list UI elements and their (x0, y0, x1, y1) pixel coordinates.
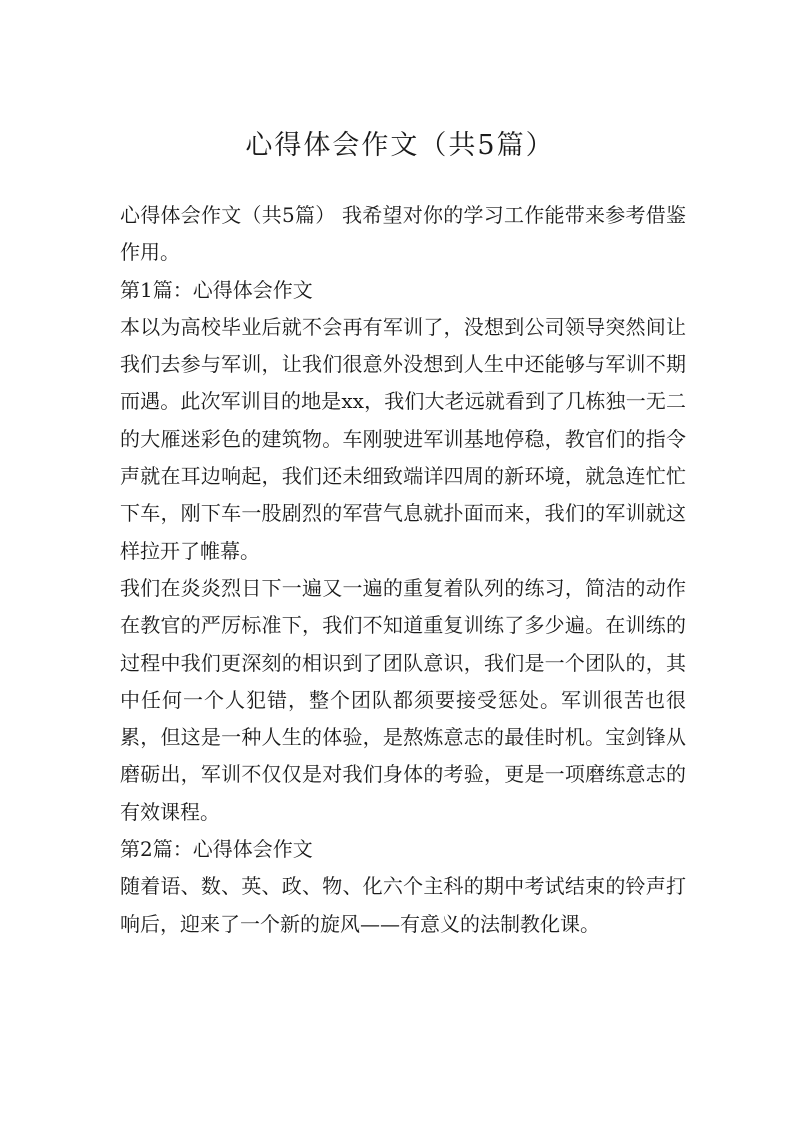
document-title: 心得体会作文（共5篇） (245, 130, 555, 161)
section-heading-2: 第2篇：心得体会作文 (120, 837, 313, 862)
document-body (120, 197, 686, 943)
intro-paragraph: 心得体会作文（共5篇） 我希望对你的学习工作能带来参考借鉴作用。 (120, 203, 686, 265)
body-paragraph: 本以为高校毕业后就不会再有军训了，没想到公司领导突然间让我们去参与军训，让我们很意外没想到人生中还能够与军训不期而遇。此次军训目的地是xx，我们大老远就看到了几栋独一无二的大雁迷彩色的建筑物。车刚驶进军训基地停稳，教官们的指令声就在耳边响起，我们还未细致端详四周的新环境，就急连忙忙下车，刚下车一股剧烈的军营气息就扑面而来，我们的军训就这样拉开了帷幕。 (120, 314, 686, 563)
body-paragraph: 随着语、数、英、政、物、化六个主科的期中考试结束的铃声打响后，迎来了一个新的旋风——有意义的法制教化课。 (120, 874, 686, 936)
body-paragraph: 我们在炎炎烈日下一遍又一遍的重复着队列的练习，简洁的动作在教官的严厉标准下，我们不知道重复训练了多少遍。在训练的过程中我们更深刻的相识到了团队意识，我们是一个团队的，其中任何一个人犯错，整个团队都须要接受惩处。军训很苦也很累，但这是一种人生的体验，是熬炼意志的最佳时机。宝剑锋从磨砺出，军训不仅仅是对我们身体的考验，更是一项磨练意志的有效课程。 (120, 575, 686, 824)
section-heading-1: 第1篇：心得体会作文 (120, 277, 313, 302)
